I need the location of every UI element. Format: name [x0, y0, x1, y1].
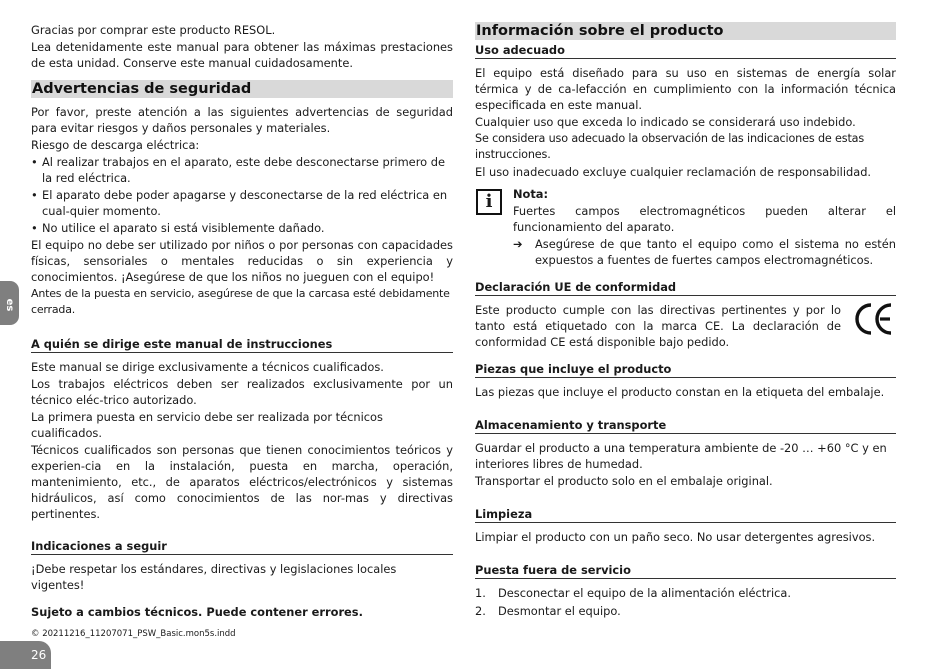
safety-p2: Riesgo de descarga eléctrica: [31, 138, 200, 152]
cleaning-text: Limpiar el producto con un paño seco. No usar detergentes agresivos. [475, 530, 876, 544]
storage-p2: Transportar el producto solo en el embalaje original. [475, 474, 773, 488]
footer-file-reference: © 20211216_11207071_PSW_Basic.mon5s.indd [31, 629, 236, 639]
language-code: es [4, 298, 15, 312]
usage-heading: Uso adecuado [475, 43, 896, 59]
audience-p1: Este manual se dirige exclusivamente a técnicos cualificados. [31, 360, 384, 374]
safety-bullet: • Al realizar trabajos en el aparato, este debe desconectarse primero de la red eléctrica. [31, 154, 453, 186]
instructions-text: ¡Debe respetar los estándares, directivas y legislaciones locales vigentes! [31, 562, 397, 592]
page-number: 26 [31, 648, 47, 662]
instructions-heading: Indicaciones a seguir [31, 539, 453, 555]
safety-bullet: • El aparato debe poder apagarse y desconectarse de la red eléctrica en cual-quier momento. [31, 187, 453, 219]
note-action-text: Asegúrese de que tanto el equipo como el sistema no estén expuestos a fuentes de fuertes campos electromagnéticos. [535, 237, 896, 267]
list-item [475, 585, 896, 601]
audience-p4: Técnicos cualificados son personas que tienen conocimientos teóricos y experien-cia en la instalación, puesta en marcha, operación, mantenimiento, etc., de aparatos eléctricos/electrónicos y sistemas hidráulicos, así como conocimientos de las nor-mas y directivas pertinentes. [31, 443, 453, 521]
safety-p3: El equipo no debe ser utilizado por niños o por personas con capacidades físicas, sensoriales o mentales reducidas o sin experiencia y conocimientos. ¡Asegúrese de que los niños no jueguen con el equipo! [31, 238, 453, 284]
safety-p4: Antes de la puesta en servicio, asegúrese de que la carcasa esté debidamente cerrada. [31, 287, 450, 316]
page-number-tab [0, 641, 51, 669]
safety-bullet: • No utilice el aparato si está visiblemente dañado. [31, 220, 453, 236]
storage-heading: Almacenamiento y transporte [475, 418, 896, 434]
language-tab [0, 281, 19, 325]
safety-heading: Advertencias de seguridad [31, 80, 453, 98]
safety-bullets [31, 154, 453, 236]
storage-p1: Guardar el producto a una temperatura ambiente de -20 … +60 °C y en interiores libres de humedad. [475, 441, 887, 471]
parts-heading: Piezas que incluye el producto [475, 362, 896, 378]
audience-p2: Los trabajos eléctricos deben ser realizados exclusivamente por un técnico eléc-trico autorizado. [31, 377, 453, 407]
intro-read-manual: Lea detenidamente este manual para obtener las máximas prestaciones de esta unidad. Conserve este manual cuidadosamente. [31, 40, 453, 70]
audience-heading: A quién se dirige este manual de instrucciones [31, 337, 453, 353]
declaration-text: Este producto cumple con las directivas pertinentes y por lo tanto está etiquetado con la marca CE. La declaración de conformidad CE está disponible bajo pedido. [475, 303, 841, 349]
step-text: Desmontar el equipo. [498, 604, 621, 618]
usage-p3: Se considera uso adecuado la observación de las indicaciones de estas instrucciones. [475, 132, 865, 161]
cleaning-heading: Limpieza [475, 507, 896, 523]
usage-p1: El equipo está diseñado para su uso en sistemas de energía solar térmica y de ca-lefacción en cumplimiento con la información técnica especificada en este manual. [475, 66, 896, 112]
footer-disclaimer: Sujeto a cambios técnicos. Puede contener errores. [31, 605, 363, 619]
note-title: Nota: [513, 187, 549, 201]
parts-text: Las piezas que incluye el producto constan en la etiqueta del embalaje. [475, 385, 885, 399]
usage-p2: Cualquier uso que exceda lo indicado se considerará uso indebido. [475, 115, 856, 129]
ce-mark-icon [854, 302, 896, 336]
decommission-steps [475, 585, 896, 619]
intro-thanks: Gracias por comprar este producto RESOL. [31, 23, 276, 37]
right-column [475, 22, 896, 621]
product-info-heading: Información sobre el producto [475, 22, 896, 40]
decommission-heading: Puesta fuera de servicio [475, 563, 896, 579]
note-box [475, 186, 896, 268]
note-action [513, 236, 896, 268]
usage-p4: El uso inadecuado excluye cualquier reclamación de responsabilidad. [475, 165, 872, 179]
audience-p3: La primera puesta en servicio debe ser realizada por técnicos cualificados. [31, 410, 383, 440]
arrow-right-icon: ➔ [513, 237, 523, 251]
step-number: 2. [475, 604, 486, 618]
left-column [31, 22, 453, 594]
info-icon: i [476, 189, 502, 215]
safety-p1: Por favor, preste atención a las siguientes advertencias de seguridad para evitar riesgos y daños personales y materiales. [31, 105, 453, 135]
step-text: Desconectar el equipo de la alimentación eléctrica. [498, 586, 791, 600]
note-text: Fuertes campos electromagnéticos pueden alterar el funcionamiento del aparato. [513, 204, 896, 234]
declaration-heading: Declaración UE de conformidad [475, 280, 896, 296]
list-item [475, 603, 896, 619]
declaration-block [475, 302, 896, 350]
step-number: 1. [475, 586, 486, 600]
